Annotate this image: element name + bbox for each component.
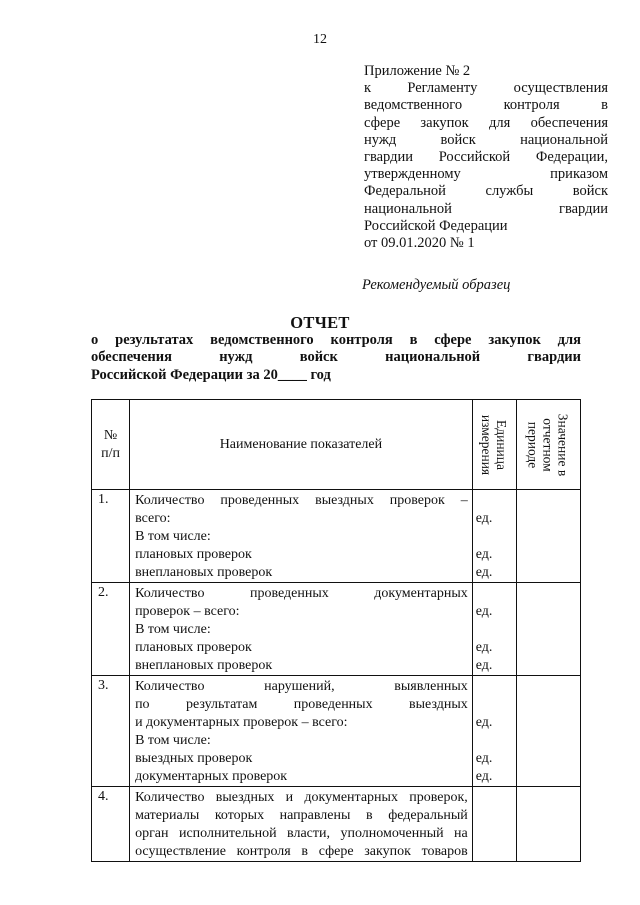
appendix-line: Приложение № 2 [364, 63, 471, 79]
report-table [91, 399, 581, 862]
sample-label: Рекомендуемый образец [362, 277, 511, 293]
row-unit [472, 676, 516, 787]
table-row [92, 490, 581, 583]
header-name: Наименование показателей [130, 400, 473, 490]
appendix-line: сфере закупок для обеспечения [364, 114, 608, 131]
header-unit-line: Единица [494, 419, 510, 470]
unit-cell: ед. [475, 715, 493, 730]
header-number-line: п/п [101, 445, 120, 461]
subtitle-line: о результатах ведомственного контроля в сфере закупок для [91, 332, 581, 348]
appendix-line: гвардии Российской Федерации, [364, 149, 608, 166]
unit-cell [473, 528, 516, 546]
row-name-line: плановых проверок [135, 640, 252, 655]
row-number: 3. [92, 676, 130, 787]
header-value-line: Значение в [555, 413, 571, 476]
row-name [130, 583, 473, 676]
row-number: 2. [92, 583, 130, 676]
row-name-line: В том числе: [135, 622, 211, 637]
appendix-line: ведомственного контроля в [364, 97, 608, 114]
unit-cell [473, 492, 516, 510]
appendix-block [364, 63, 608, 252]
unit-cell [473, 585, 516, 603]
unit-cell: ед. [475, 511, 493, 526]
header-unit [472, 400, 516, 490]
report-subtitle [91, 332, 581, 384]
row-value [516, 490, 580, 583]
appendix-line: к Регламенту осуществления [364, 80, 608, 97]
unit-cell: ед. [475, 604, 493, 619]
row-name-line: плановых проверок [135, 547, 252, 562]
row-name-line: Количество проведенных документарных [135, 586, 468, 601]
row-value [516, 583, 580, 676]
row-name-line: осуществление контроля в сфере закупок товаров [135, 844, 468, 859]
row-unit [472, 583, 516, 676]
appendix-line: утвержденному приказом [364, 166, 608, 183]
row-unit [472, 490, 516, 583]
subtitle-line: Российской Федерации за 20____ год [91, 366, 331, 383]
table-header-row [92, 400, 581, 490]
row-name-line: и документарных проверок – всего: [135, 715, 348, 730]
appendix-line: нужд войск национальной [364, 131, 608, 148]
header-number-line: № [103, 427, 118, 443]
row-name-line: всего: [135, 511, 171, 526]
row-name [130, 490, 473, 583]
row-name [130, 787, 473, 862]
row-number: 1. [92, 490, 130, 583]
header-value-line: периоде [525, 421, 541, 468]
row-name-line: В том числе: [135, 529, 211, 544]
unit-cell: ед. [475, 640, 493, 655]
row-name-line: проверок – всего: [135, 604, 240, 619]
table-row [92, 676, 581, 787]
row-name-line: внеплановых проверок [135, 565, 273, 580]
appendix-line: Федеральной службы войск [364, 183, 608, 200]
unit-cell: ед. [475, 769, 493, 784]
row-name-line: Количество нарушений, выявленных [135, 679, 468, 694]
row-name-line: В том числе: [135, 733, 211, 748]
row-unit [472, 787, 516, 862]
row-name-line: выездных проверок [135, 751, 253, 766]
unit-cell [473, 621, 516, 639]
header-unit-line: измерения [479, 414, 495, 475]
row-value [516, 676, 580, 787]
header-value [516, 400, 580, 490]
table-row [92, 583, 581, 676]
unit-cell: ед. [475, 565, 493, 580]
unit-cell: ед. [475, 751, 493, 766]
appendix-line: от 09.01.2020 № 1 [364, 235, 475, 252]
header-number [92, 400, 130, 490]
row-value [516, 787, 580, 862]
unit-cell [473, 678, 516, 696]
appendix-line: национальной гвардии [364, 200, 608, 217]
appendix-line: Российской Федерации [364, 217, 508, 234]
header-value-line: отчетном [540, 417, 556, 472]
unit-cell: ед. [475, 658, 493, 673]
row-name-line: внеплановых проверок [135, 658, 273, 673]
report-title: ОТЧЕТ [290, 313, 350, 332]
row-name-line: материалы которых направлены в федеральный [135, 808, 468, 823]
row-name-line: документарных проверок [135, 769, 288, 784]
page-number: 12 [313, 32, 327, 47]
row-name-line: по результатам проведенных выездных [135, 697, 468, 712]
row-number: 4. [92, 787, 130, 862]
row-name-line: орган исполнительной власти, уполномоченный на [135, 826, 468, 841]
table-row [92, 787, 581, 862]
subtitle-line: обеспечения нужд войск национальной гвардии [91, 349, 581, 366]
unit-cell [473, 732, 516, 750]
unit-cell: ед. [475, 547, 493, 562]
row-name-line: Количество выездных и документарных проверок, [135, 790, 468, 805]
row-name [130, 676, 473, 787]
unit-cell [473, 696, 516, 714]
row-name-line: Количество проведенных выездных проверок – [135, 493, 468, 508]
